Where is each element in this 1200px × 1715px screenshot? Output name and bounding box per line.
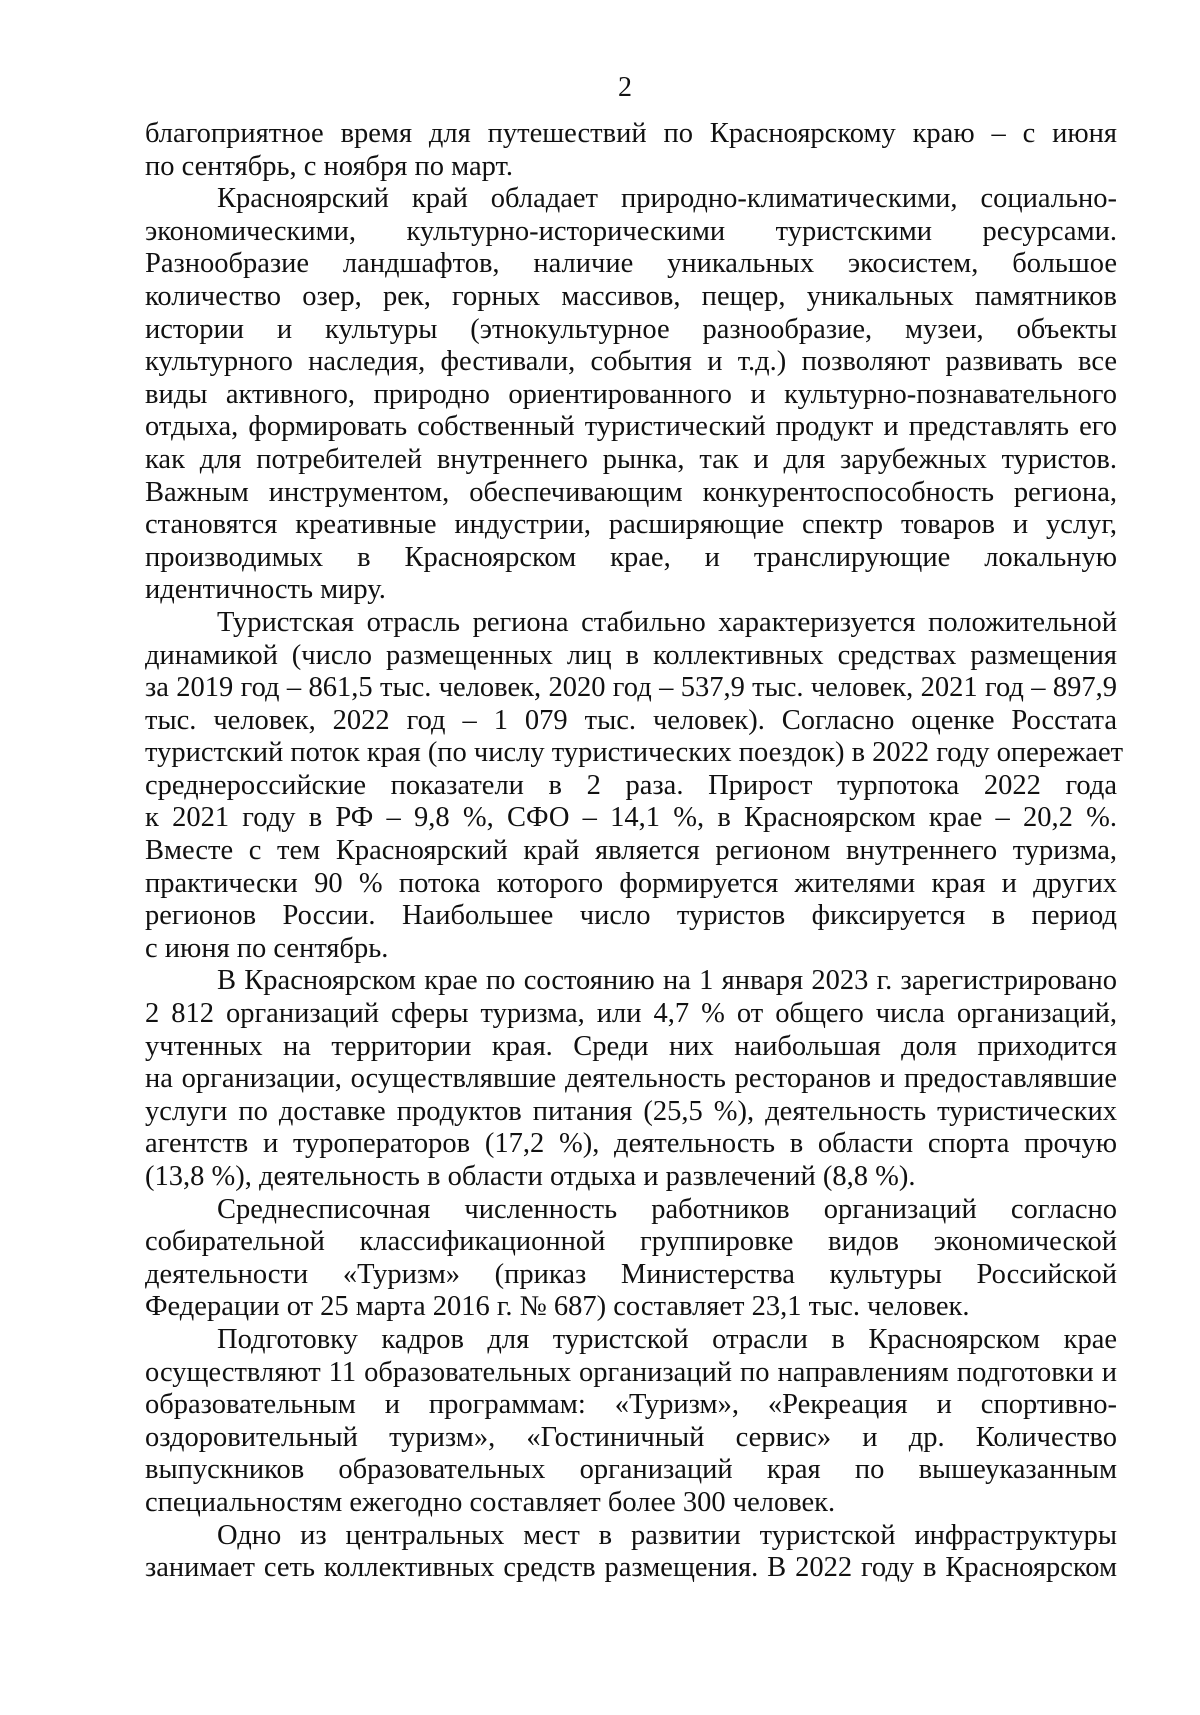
text-line: за 2019 год – 861,5 тыс. человек, 2020 год – 537,9 тыс. человек, 2021 год – 897,9 (145, 672, 1117, 704)
paragraph (145, 965, 1117, 1193)
text-line: туристский поток края (по числу туристических поездок) в 2022 году опережает (145, 737, 1124, 769)
text-line: среднероссийские показатели в 2 раза. Прирост турпотока 2022 года (145, 769, 1117, 801)
text-line: культурного наследия, фестивали, события и т.д.) позволяют развивать все (145, 346, 1117, 378)
text-line: истории и культуры (этнокультурное разнообразие, музеи, объекты (145, 313, 1117, 345)
text-line: (13,8 %), деятельность в области отдыха и развлечений (8,8 %). (145, 1161, 916, 1192)
text-line: собирательной классификационной группировке видов экономической (145, 1226, 1117, 1258)
text-line: услуги по доставке продуктов питания (25,5 %), деятельность туристических (145, 1095, 1117, 1127)
text-line: В Красноярском крае по состоянию на 1 января 2023 г. зарегистрировано (217, 965, 1117, 997)
text-line: благоприятное время для путешествий по Красноярскому краю – с июня (145, 118, 1117, 149)
text-line: Туристская отрасль региона стабильно характеризуется положительной (217, 606, 1117, 638)
paragraph (145, 1194, 1117, 1324)
text-line: экономическими, культурно-историческими туристскими ресурсами. (145, 215, 1117, 247)
text-line: на организации, осуществлявшие деятельность ресторанов и предоставлявшие (145, 1063, 1117, 1095)
text-line: производимых в Красноярском крае, и транслирующие локальную (145, 541, 1117, 573)
text-line: занимает сеть коллективных средств размещения. В 2022 году в Красноярском (145, 1552, 1117, 1584)
paragraph (145, 183, 1117, 607)
page-number: 2 (618, 72, 632, 103)
text-line: становятся креативные индустрии, расширяющие спектр товаров и услуг, (145, 509, 1117, 541)
text-line: Федерации от 25 марта 2016 г. № 687) составляет 23,1 тыс. человек. (145, 1291, 970, 1323)
text-line: деятельности «Туризм» (приказ Министерства культуры Российской (145, 1258, 1117, 1290)
text-line: динамикой (число размещенных лиц в коллективных средствах размещения (145, 639, 1117, 671)
text-line: осуществляют 11 образовательных организаций по направлениям подготовки и (145, 1356, 1117, 1388)
text-line: выпускников образовательных организаций края по вышеуказанным (145, 1454, 1117, 1486)
text-line: практически 90 % потока которого формируется жителями края и других (145, 867, 1117, 899)
text-line: по сентябрь, с ноября по март. (145, 150, 513, 182)
document-body (145, 118, 1124, 1585)
text-line: специальностям ежегодно составляет более 300 человек. (145, 1486, 836, 1518)
text-line: количество озер, рек, горных массивов, пещер, уникальных памятников (145, 280, 1117, 312)
text-line: оздоровительный туризм», «Гостиничный сервис» и др. Количество (145, 1421, 1117, 1453)
text-line: Одно из центральных мест в развитии туристской инфраструктуры (217, 1519, 1117, 1551)
paragraph (145, 1520, 1117, 1585)
text-line: 2 812 организаций сферы туризма, или 4,7 % от общего числа организаций, (145, 998, 1117, 1030)
text-line: Вместе с тем Красноярский край является регионом внутреннего туризма, (145, 835, 1117, 867)
text-line: образовательным и программам: «Туризм», «Рекреация и спортивно- (145, 1389, 1117, 1421)
text-line: учтенных на территории края. Среди них наибольшая доля приходится (145, 1030, 1117, 1062)
text-line: Среднесписочная численность работников организаций согласно (217, 1193, 1117, 1225)
text-line: агентств и туроператоров (17,2 %), деятельность в области спорта прочую (145, 1128, 1117, 1160)
text-line: Подготовку кадров для туристской отрасли в Красноярском крае (217, 1323, 1117, 1355)
text-line: Разнообразие ландшафтов, наличие уникальных экосистем, большое (145, 248, 1117, 280)
text-line: как для потребителей внутреннего рынка, так и для зарубежных туристов. (145, 443, 1117, 475)
text-line: идентичность миру. (145, 574, 386, 606)
paragraph (145, 118, 1117, 183)
paragraph (145, 1324, 1117, 1520)
text-line: виды активного, природно ориентированного и культурно-познавательного (145, 378, 1117, 410)
text-line: к 2021 году в РФ – 9,8 %, СФО – 14,1 %, в Красноярском крае – 20,2 %. (145, 802, 1117, 834)
text-line: тыс. человек, 2022 год – 1 079 тыс. человек). Согласно оценке Росстата (145, 704, 1117, 736)
paragraph (145, 606, 1124, 966)
text-line: Красноярский край обладает природно-климатическими, социально- (217, 183, 1117, 215)
text-line: регионов России. Наибольшее число туристов фиксируется в период (145, 900, 1117, 932)
text-line: Важным инструментом, обеспечивающим конкурентоспособность региона, (145, 476, 1117, 508)
text-line: с июня по сентябрь. (145, 932, 389, 964)
text-line: отдыха, формировать собственный туристический продукт и представлять его (145, 411, 1117, 443)
